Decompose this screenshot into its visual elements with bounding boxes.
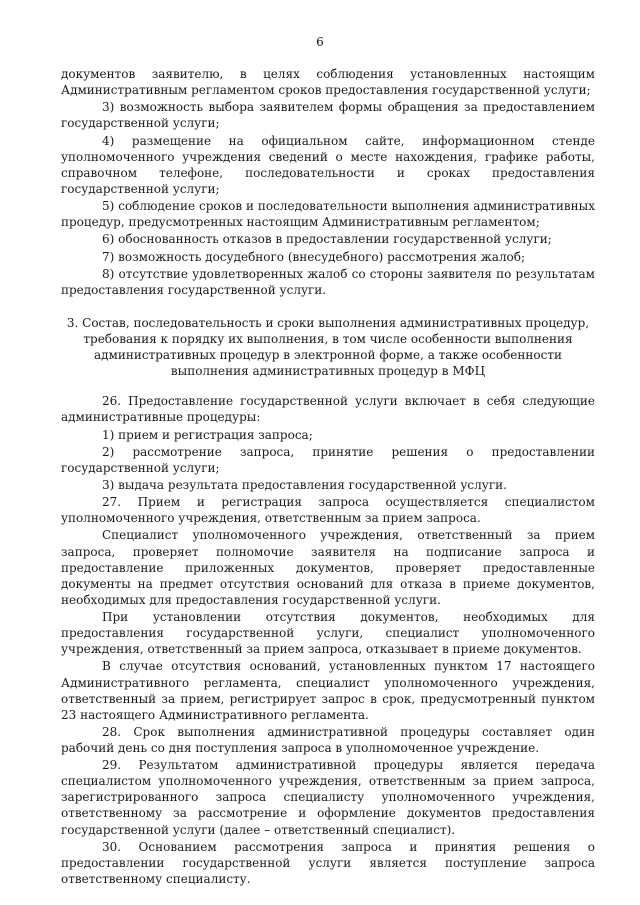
clause-27: 27. Прием и регистрация запроса осуществляется специалистом уполномоченного учреждения, ответственным за прием запроса.: [61, 495, 595, 526]
list-item-4: 4) размещение на официальном сайте, информационном стенде уполномоченного учреждения сведений о месте нахождения, графике работы, справочном телефоне, последовательности и сроках предоставления государственной услуги;: [61, 133, 595, 196]
list-item-8: 8) отсутствие удовлетворенных жалоб со стороны заявителя по результатам предоставления государственной услуги.: [61, 266, 595, 297]
clause-28: 28. Срок выполнения административной процедуры составляет один рабочий день со дня поступления запроса в уполномоченное учреждение.: [61, 724, 595, 755]
page-body: [61, 66, 595, 888]
section-heading: 3. Состав, последовательность и сроки выполнения административных процедур, требования к порядку их выполнения, в том числе особенности выполнения административных процедур в электронной форме, а также особенности выполнения административных процедур в МФЦ: [66, 315, 590, 379]
list-item-5: 5) соблюдение сроков и последовательности выполнения административных процедур, предусмотренных настоящим Административным регламентом;: [61, 199, 595, 230]
clause-29: 29. Результатом административной процедуры является передача специалистом уполномоченного учреждения, ответственным за прием запроса, зарегистрированного запроса специалисту уполномоченного учреждения, ответственному за рассмотрение и оформление документов предоставления государственной услуги (далее – ответственный специалист).: [61, 758, 595, 837]
clause-27-para-2: Специалист уполномоченного учреждения, ответственный за прием запроса, проверяет полномочие заявителя на подписание запроса и предоставление приложенных документов, проверяет предоставленные документы на предмет отсутствия оснований для отказа в приеме документов, необходимых для предоставления государственной услуги.: [61, 528, 595, 607]
clause-26-item-3: 3) выдача результата предоставления государственной услуги.: [102, 478, 507, 492]
clause-27-para-4: В случае отсутствия оснований, установленных пунктом 17 настоящего Административного регламента, специалист уполномоченного учреждения, ответственный за прием, регистрирует запрос в срок, предусмотренный пунктом 23 настоящего Административного регламента.: [61, 659, 595, 722]
list-item-3: 3) возможность выбора заявителем формы обращения за предоставлением государственной услуги;: [61, 100, 595, 131]
paragraph-continuation: документов заявителю, в целях соблюдения установленных настоящим Административным регламентом сроков предоставления государственной услуги;: [61, 67, 595, 98]
list-item-7: 7) возможность досудебного (внесудебного) рассмотрения жалоб;: [102, 249, 526, 264]
clause-27-para-3: При установлении отсутствия документов, необходимых для предоставления государственной услуги, специалист уполномоченного учреждения, ответственный за прием запроса, отказывает в приеме документов.: [61, 610, 595, 657]
clause-30: 30. Основанием рассмотрения запроса и принятия решения о предоставлении государственной услуги является поступление запроса ответственному специалисту.: [61, 839, 595, 886]
list-item-6: 6) обоснованность отказов в предоставлении государственной услуги;: [102, 232, 552, 247]
clause-26-item-2: 2) рассмотрение запроса, принятие решения о предоставлении государственной услуги;: [61, 444, 595, 475]
clause-26: 26. Предоставление государственной услуги включает в себя следующие административные процедуры:: [61, 394, 595, 425]
page-number: 6: [316, 35, 324, 49]
clause-26-item-1: 1) прием и регистрация запроса;: [102, 427, 313, 442]
